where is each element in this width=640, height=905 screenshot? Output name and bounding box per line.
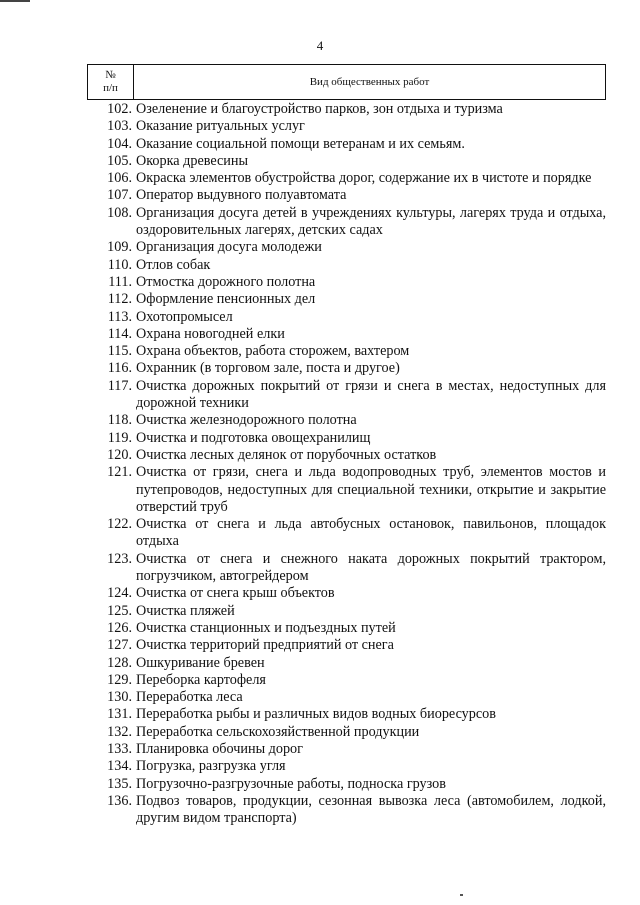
row-text: Очистка от снега и снежного наката дорожных покрытий трактором, погрузчиком, автогрейдером	[136, 550, 606, 585]
page-number: 4	[316, 38, 324, 53]
row-number: 131.	[107, 706, 132, 723]
row-text: Охрана объектов, работа сторожем, вахтером	[136, 343, 410, 360]
table-row	[87, 689, 606, 706]
row-text: Очистка от снега и льда автобусных остановок, павильонов, площадок отдыха	[136, 516, 606, 550]
row-number: 112.	[107, 291, 132, 308]
table-row	[87, 724, 606, 741]
row-text: Переработка сельскохозяйственной продукции	[136, 723, 420, 740]
row-number: 109.	[107, 239, 132, 256]
row-text: Охранник (в торговом зале, поста и другое)	[136, 360, 400, 377]
header-number-abbrev: п/п	[103, 82, 118, 94]
row-text: Очистка пляжей	[136, 602, 235, 619]
row-text: Очистка от грязи, снега и льда водопроводных труб, элементов мостов и путепроводов, недоступных для специальной техники, открытие и закрытие отверстий труб	[136, 464, 606, 515]
row-text: Охрана новогодней елки	[136, 325, 285, 342]
row-number: 114.	[107, 325, 132, 342]
table-row	[87, 205, 606, 240]
table-row	[87, 447, 606, 464]
row-number: 133.	[107, 740, 132, 757]
table-row	[87, 412, 606, 429]
table-body	[87, 101, 606, 827]
table-row	[87, 672, 606, 689]
row-number: 105.	[107, 152, 132, 169]
row-number: 125.	[107, 602, 132, 619]
row-text: Ошкуривание бревен	[136, 654, 265, 671]
row-number: 106.	[107, 170, 132, 187]
row-text: Планировка обочины дорог	[136, 740, 303, 757]
row-text: Очистка от снега крыш объектов	[136, 585, 335, 602]
table-row	[87, 758, 606, 775]
row-text: Переработка рыбы и различных видов водных биоресурсов	[136, 706, 496, 723]
row-text: Погрузка, разгрузка угля	[136, 758, 286, 775]
row-number: 110.	[107, 256, 132, 273]
scan-mark	[0, 0, 30, 2]
row-number: 134.	[107, 758, 132, 775]
table-row	[87, 551, 606, 586]
row-text: Очистка лесных делянок от порубочных остатков	[136, 446, 437, 463]
row-number: 127.	[107, 637, 132, 654]
table-row	[87, 101, 606, 118]
row-number: 103.	[107, 118, 132, 135]
table-row	[87, 706, 606, 723]
row-number: 108.	[107, 204, 132, 221]
table-row	[87, 136, 606, 153]
table-row	[87, 257, 606, 274]
row-text: Оказание ритуальных услуг	[136, 118, 305, 135]
table-row	[87, 585, 606, 602]
table-row	[87, 274, 606, 291]
row-text: Очистка и подготовка овощехранилищ	[136, 429, 371, 446]
table-row	[87, 464, 606, 516]
table-row	[87, 378, 606, 413]
row-text: Организация досуга детей в учреждениях культуры, лагерях труда и отдыха, оздоровительных лагерях, детских садах	[136, 204, 606, 239]
table-row	[87, 170, 606, 187]
row-number: 123.	[107, 550, 132, 567]
table-row	[87, 603, 606, 620]
table-row	[87, 637, 606, 654]
row-number: 107.	[107, 187, 132, 204]
row-number: 130.	[107, 689, 132, 706]
row-text: Оформление пенсионных дел	[136, 291, 316, 308]
table-row	[87, 793, 606, 828]
row-number: 124.	[107, 585, 132, 602]
row-text: Переработка леса	[136, 689, 243, 706]
row-number: 113.	[107, 308, 132, 325]
row-text: Отлов собак	[136, 256, 211, 273]
row-text: Окорка древесины	[136, 152, 249, 169]
table-row	[87, 776, 606, 793]
row-number: 135.	[107, 775, 132, 792]
table-row	[87, 741, 606, 758]
row-number: 115.	[107, 343, 132, 360]
table-row	[87, 343, 606, 360]
row-text: Отмостка дорожного полотна	[136, 273, 316, 290]
row-number: 129.	[107, 671, 132, 688]
row-number: 120.	[107, 446, 132, 463]
table-row	[87, 153, 606, 170]
table-row	[87, 239, 606, 256]
row-number: 102.	[107, 101, 132, 117]
row-text: Очистка станционных и подъездных путей	[136, 619, 396, 636]
row-text: Озеленение и благоустройство парков, зон отдыха и туризма	[136, 101, 503, 117]
row-number: 118.	[107, 412, 132, 429]
table-row	[87, 118, 606, 135]
row-number: 121.	[107, 464, 132, 481]
row-number: 119.	[107, 429, 132, 446]
table-row	[87, 326, 606, 343]
row-text: Оператор выдувного полуавтомата	[136, 187, 347, 204]
header-number-symbol: №	[105, 69, 116, 81]
row-text: Очистка железнодорожного полотна	[136, 412, 357, 429]
row-text: Переборка картофеля	[136, 671, 266, 688]
table-row	[87, 291, 606, 308]
row-number: 128.	[107, 654, 132, 671]
row-text: Организация досуга молодежи	[136, 239, 322, 256]
row-text: Окраска элементов обустройства дорог, содержание их в чистоте и порядке	[136, 170, 592, 187]
row-text: Очистка дорожных покрытий от грязи и снега в местах, недоступных для дорожной техники	[136, 377, 606, 412]
header-number-column	[88, 65, 134, 99]
table-row	[87, 620, 606, 637]
table-row	[87, 516, 606, 551]
row-number: 104.	[107, 135, 132, 152]
row-number: 132.	[107, 723, 132, 740]
row-text: Охотопромысел	[136, 308, 233, 325]
works-table	[87, 64, 606, 827]
row-text: Очистка территорий предприятий от снега	[136, 637, 394, 654]
row-text: Погрузочно-разгрузочные работы, подноска грузов	[136, 775, 446, 792]
row-number: 136.	[107, 792, 132, 809]
row-text: Подвоз товаров, продукции, сезонная вывозка леса (автомобилем, лодкой, другим видом транспорта)	[136, 792, 606, 827]
table-row	[87, 309, 606, 326]
table-row	[87, 360, 606, 377]
row-number: 126.	[107, 619, 132, 636]
row-number: 111.	[108, 273, 132, 290]
table-row	[87, 187, 606, 204]
table-row	[87, 655, 606, 672]
row-number: 116.	[107, 360, 132, 377]
row-number: 117.	[107, 377, 132, 394]
scan-dot	[460, 894, 463, 896]
header-name-column: Вид общественных работ	[309, 76, 430, 88]
row-text: Оказание социальной помощи ветеранам и их семьям.	[136, 135, 465, 152]
table-row	[87, 430, 606, 447]
table-header	[87, 64, 606, 100]
row-number: 122.	[107, 516, 132, 533]
